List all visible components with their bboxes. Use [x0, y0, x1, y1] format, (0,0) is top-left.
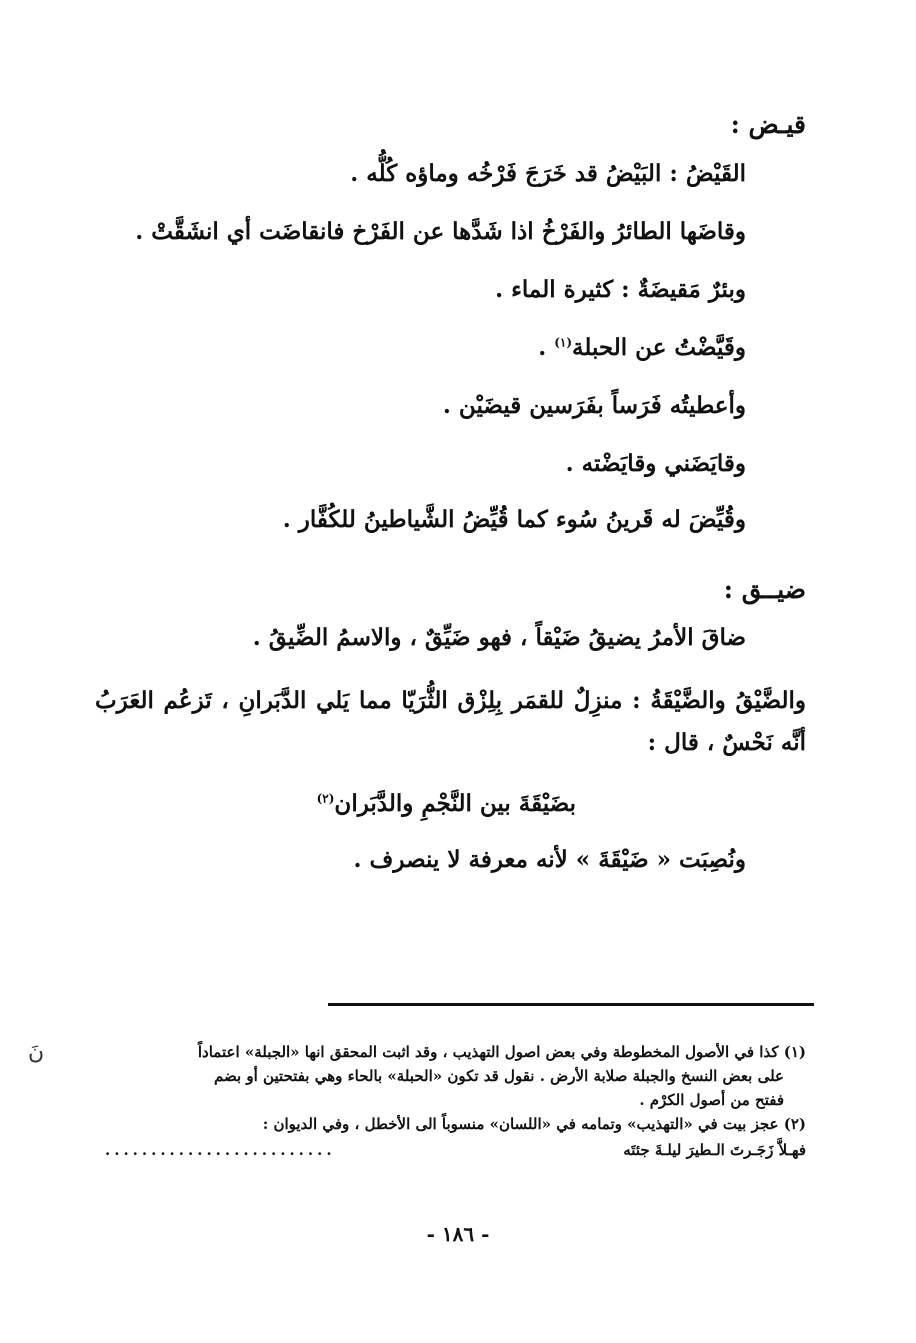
footnote-verse	[105, 1138, 806, 1162]
entry-heading-dayq: ضيــق :	[723, 575, 806, 604]
entry-line-text: وقَيَّضْتُ عن الحبلة	[572, 334, 746, 361]
verse-text: بضَيْقَةَ بين النَّجْمِ والدَّبَران	[334, 790, 576, 817]
footnote-2	[105, 1112, 806, 1136]
entry-line: وقاضَها الطائرُ والفَرْخُ اذا شَدَّها عن الفَرْخ فانقاضَت أي انشَقَّتْ .	[135, 218, 746, 245]
page-number: - ١٨٦ -	[426, 1222, 490, 1246]
margin-mark: نَ	[28, 1040, 45, 1065]
footnotes	[105, 1040, 806, 1162]
entry-line	[538, 334, 746, 361]
entry-line: وقايَضَني وقايَضْته .	[565, 450, 746, 477]
entry-heading-qayd: قيـض :	[730, 110, 806, 139]
footnote-1	[105, 1040, 806, 1064]
entry-line: وبئرٌ مَقيضَةٌ : كثيرة الماء .	[495, 276, 746, 303]
verse-ellipsis: .........................	[105, 1141, 336, 1159]
entry-line: وقُيِّضَ له قَرينُ سُوء كما قُيِّضُ الشَّياطينُ للكُفَّار .	[282, 506, 746, 533]
footnote-text: كذا في الأصول المخطوطة وفي بعض اصول التهذيب ، وقد اثبت المحقق انها «الجبلة» اعتماداً	[197, 1043, 779, 1061]
entry-line: القَيْضُ : البَيْضُ قد خَرَجَ فَرْخُه وماؤه كُلُّه .	[350, 160, 746, 187]
footnote-1-cont: على بعض النسخ والجبلة صلابة الأرض . نقول قد تكون «الحبلة» بالحاء وهي بفتحتين أو بضم	[214, 1067, 784, 1085]
entry-paragraph: والضَّيْقُ والضَّيْقَةُ : منزِلٌ للقمَر بِلِزْق الثُّرَيّا مما يَلي الدَّبَرانِ ، تَزعُم العَرَبُ أنَّه نَحْسٌ ، قال :	[95, 687, 806, 756]
entry-line: ونُصِبَت « ضَيْقَةَ » لأنه معرفة لا ينصرف .	[353, 846, 746, 873]
footnote-ref-1: (١)	[554, 335, 573, 350]
footnote-number: (١)	[783, 1043, 806, 1061]
footnote-separator	[328, 1003, 814, 1006]
footnote-text: عجز بيت في «التهذيب» وتمامه في «اللسان» منسوباً الى الأخطل ، وفي الديوان :	[262, 1115, 779, 1133]
entry-line: ضاقَ الأمرُ يضيقُ ضَيْقاً ، فهو ضَيِّقٌ ، والاسمُ الضِّيقُ .	[252, 624, 746, 651]
footnote-ref-2: (٢)	[316, 791, 335, 806]
entry-line: وأعطيتُه فَرَساً بفَرَسين قيضَيْن .	[442, 392, 746, 419]
footnote-number: (٢)	[783, 1115, 806, 1133]
entry-line-end: .	[538, 334, 555, 361]
poetry-verse	[317, 790, 576, 817]
verse-hemistich: فهـلاَّ زَجَـرتَ الـطيرَ ليلـةَ جئتَه	[623, 1141, 806, 1159]
footnote-1-cont: ففتح من أصول الكرْم .	[639, 1091, 784, 1109]
